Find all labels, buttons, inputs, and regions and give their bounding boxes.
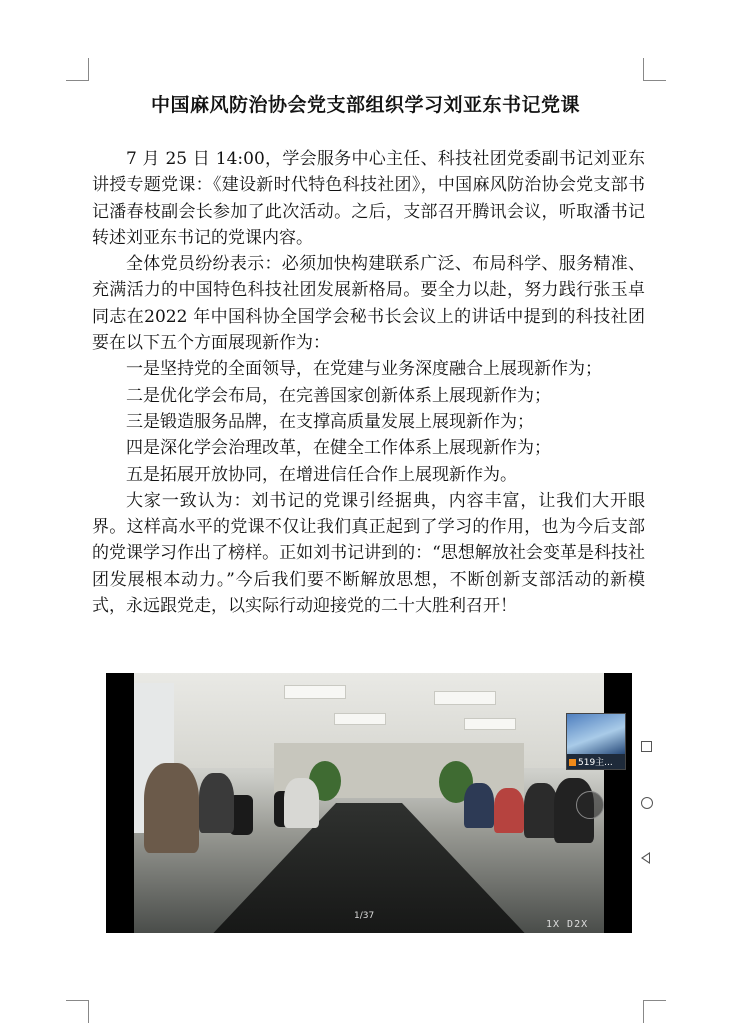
page-counter: 1/37 — [354, 911, 375, 921]
page-corner-mark-bottom-left — [66, 1000, 89, 1023]
square-nav-icon[interactable] — [641, 741, 652, 752]
page-corner-mark-bottom-right — [643, 1000, 666, 1023]
paragraph-intro: 7 月 25 日 14:00，学会服务中心主任、科技社团党委副书记刘亚东讲授专题党课：《建设新时代特色科技社团》，中国麻风防治协会党支部书记潘春枝副会长参加了此次活动。之后，支部召开腾讯会议，听取潘书记转述刘亚东书记的党课内容。 — [92, 149, 645, 248]
video-pip-thumbnail[interactable] — [566, 713, 626, 770]
meeting-room-scene — [134, 673, 604, 933]
back-nav-icon[interactable] — [641, 852, 650, 864]
pip-label: 519主... — [578, 758, 613, 768]
list-item-2: 二是优化学会布局，在完善国家创新体系上展现新作为； — [126, 385, 551, 406]
paragraph-statement: 全体党员纷纷表示：必须加快构建联系广泛、布局科学、服务精准、充满活力的中国特色科技社团发展新格局。要全力以赴，努力践行张玉卓同志在2022 年中国科协全国学会秘书长会议上的讲话中提到的科技社团要在以下五个方面展现新作为： — [92, 254, 645, 354]
circle-nav-icon[interactable] — [641, 797, 653, 809]
list-item-4: 四是深化学会治理改革，在健全工作体系上展现新作为； — [126, 438, 551, 459]
page-corner-mark-top-left — [66, 58, 89, 81]
page-corner-mark-top-right — [643, 58, 666, 81]
list-item-3: 三是锻造服务品牌，在支撑高质量发展上展现新作为； — [126, 411, 534, 432]
document-body — [92, 146, 645, 619]
speed-label: 1X D2X — [546, 919, 589, 930]
mic-icon — [569, 759, 576, 766]
list-item-5: 五是拓展开放协同，在增进信任合作上展现新作为。 — [126, 464, 517, 485]
meeting-photo — [106, 673, 632, 933]
document-title: 中国麻风防治协会党支部组织学习刘亚东书记党课 — [150, 94, 580, 116]
paragraph-conclusion: 大家一致认为：刘书记的党课引经据典，内容丰富，让我们大开眼界。这样高水平的党课不仅让我们真正起到了学习的作用，也为今后支部的党课学习作出了榜样。正如刘书记讲到的：“思想解放社会变革是科技社团发展根本动力。”今后我们要不断解放思想，不断创新支部活动的新模式，永远跟党走，以实际行动迎接党的二十大胜利召开！ — [92, 490, 645, 617]
list-item-1: 一是坚持党的全面领导，在党建与业务深度融合上展现新作为； — [126, 359, 602, 380]
mic-button[interactable] — [576, 791, 604, 819]
